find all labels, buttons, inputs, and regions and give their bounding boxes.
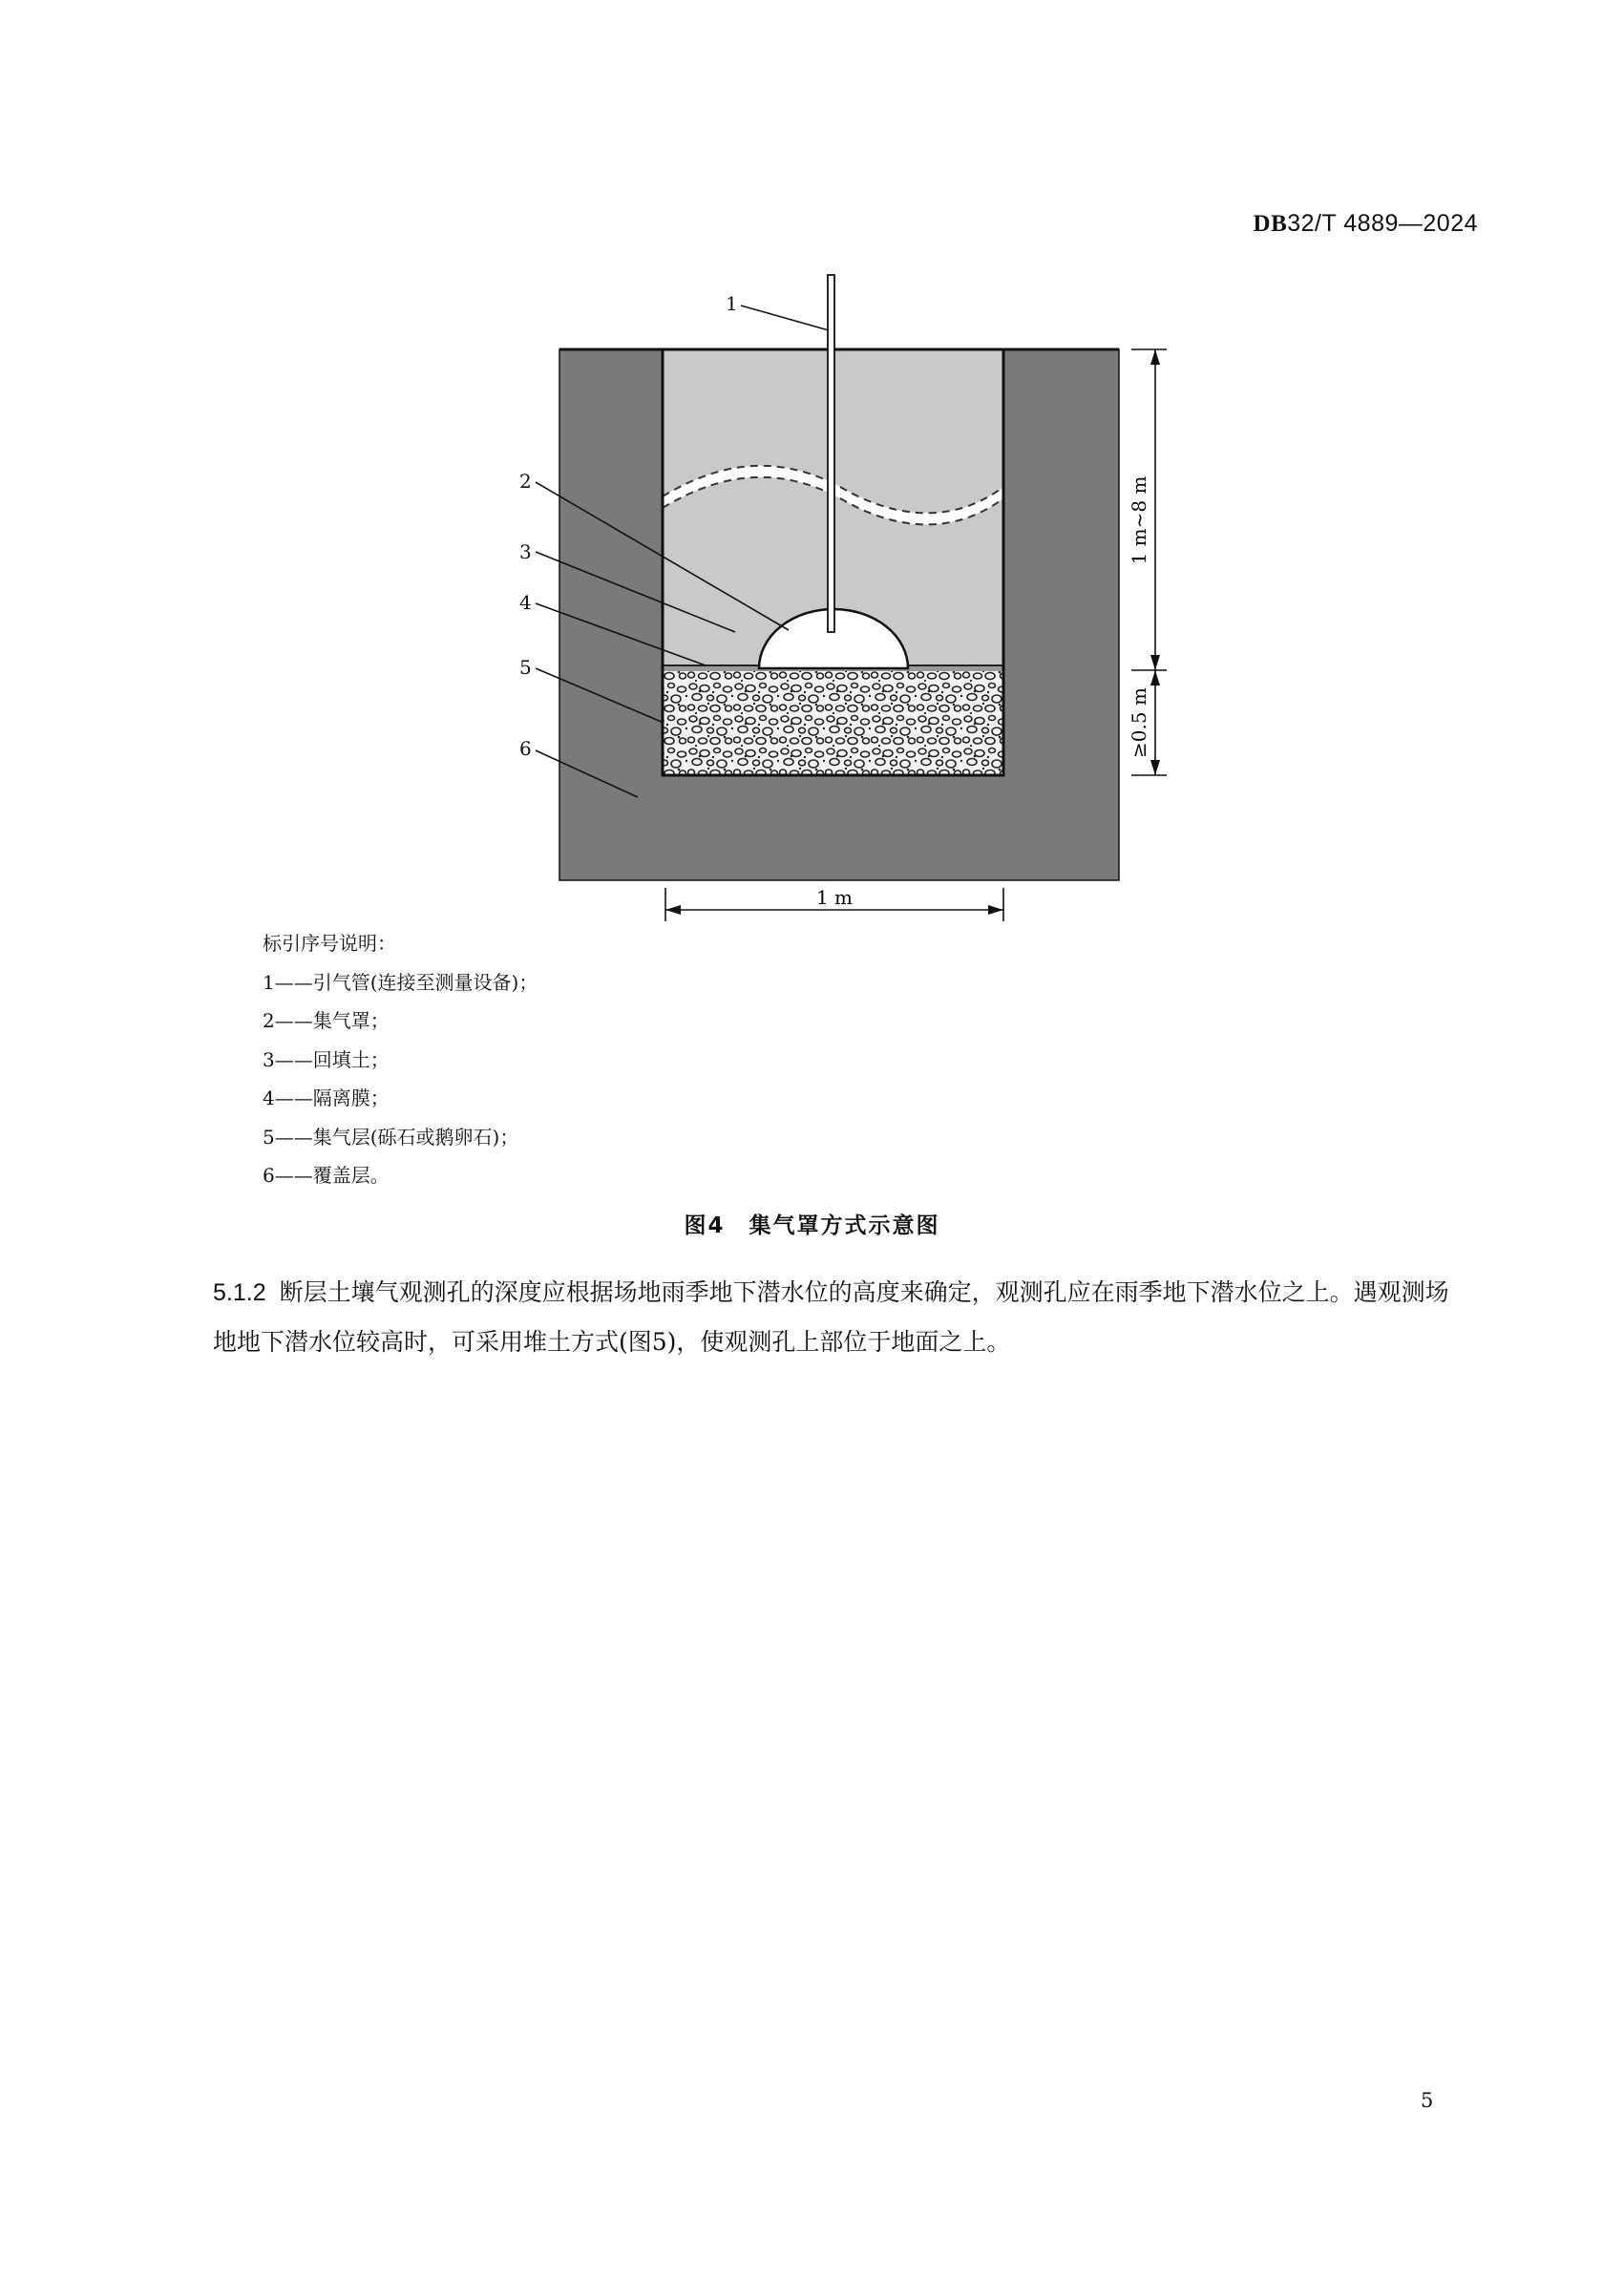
legend-item-1: 1——引气管(连接至测量设备)；: [263, 970, 538, 994]
legend-item-6: 6——覆盖层。: [263, 1164, 390, 1187]
figure-legend: [263, 924, 538, 1195]
callout-5: 5: [519, 656, 532, 679]
section-number: 5.1.2: [213, 1279, 266, 1306]
callout-2: 2: [519, 470, 532, 493]
figure-caption: 图4 集气罩方式示意图: [684, 1213, 940, 1238]
standard-number: 32/T 4889—2024: [1287, 210, 1478, 237]
legend-item-5: 5——集气层(砾石或鹅卵石)；: [263, 1125, 519, 1149]
gas-collection-hood-diagram: [0, 0, 1624, 955]
page-number: 5: [1421, 2089, 1434, 2112]
legend-item-2: 2——集气罩；: [263, 1009, 390, 1032]
standard-prefix: DB: [1253, 211, 1288, 237]
gravel-thickness-label: ≥0.5 m: [1128, 687, 1150, 758]
leader-line-1: [741, 306, 829, 330]
gas-lead-pipe: [828, 275, 834, 632]
callout-1: 1: [726, 292, 738, 315]
gravel-gas-layer: [663, 670, 1003, 775]
paragraph-text: 断层土壤气观测孔的深度应根据场地雨季地下潜水位的高度来确定，观测孔应在雨季地下潜水位之上。遇观测场地地下潜水位较高时，可采用堆土方式(图5)，使观测孔上部位于地面之上。: [213, 1278, 1449, 1356]
callout-6: 6: [519, 737, 532, 760]
depth-dimension-label: 1 m~8 m: [1128, 475, 1150, 565]
legend-item-3: 3——回填土；: [263, 1047, 390, 1071]
callout-3: 3: [519, 540, 532, 563]
callout-4: 4: [519, 591, 532, 614]
body-paragraph: [213, 1268, 1466, 1367]
legend-title: 标引序号说明：: [263, 932, 396, 955]
width-dimension-label: 1 m: [815, 886, 854, 909]
legend-item-4: 4——隔离膜；: [263, 1086, 390, 1109]
